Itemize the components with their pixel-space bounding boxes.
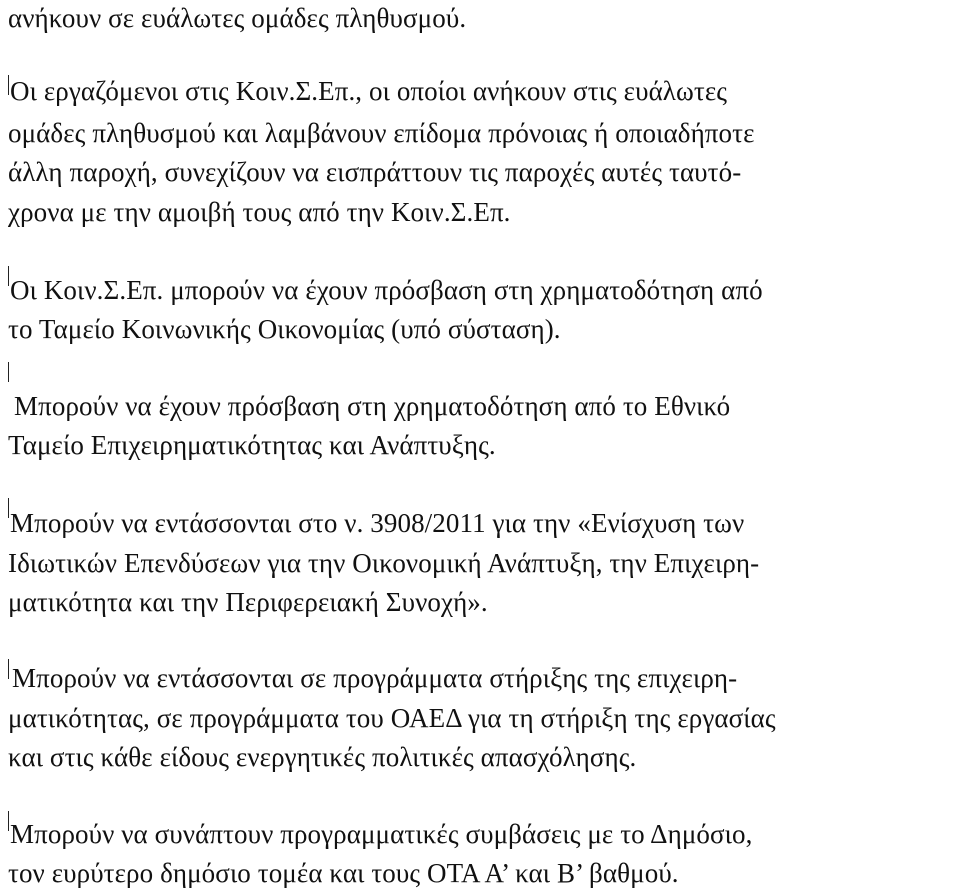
paragraph-3-line-2: Ταμείο Επιχειρηματικότητας και Ανάπτυξης. <box>8 430 496 460</box>
paragraph-5-line-1: Μπορούν να εντάσσονται σε προγράμματα στήριξης της επιχειρη- <box>12 663 738 693</box>
bullet-marker <box>8 266 9 286</box>
paragraph-4-line-2: Ιδιωτικών Επενδύσεων για την Οικονομική Ανάπτυξη, την Επιχειρη- <box>8 548 760 578</box>
paragraph-4-line-3: ματικότητα και την Περιφερειακή Συνοχή». <box>8 587 488 617</box>
bullet-marker <box>8 362 9 382</box>
paragraph-6-line-1: Μπορούν να συνάπτουν προγραμματικές συμβάσεις με το Δημόσιο, <box>10 819 753 849</box>
paragraph-5-line-2: ματικότητας, σε προγράμματα του ΟΑΕΔ για τη στήριξη της εργασίας <box>8 703 776 733</box>
paragraph-2-line-1: Οι Κοιν.Σ.Επ. μπορούν να έχουν πρόσβαση στη χρηματοδότηση από <box>10 275 763 305</box>
paragraph-1-line-3: άλλη παροχή, συνεχίζουν να εισπράττουν τις παροχές αυτές ταυτό- <box>8 157 742 187</box>
paragraph-1-line-1: Οι εργαζόμενοι στις Κοιν.Σ.Επ., οι οποίοι ανήκουν στις ευάλωτες <box>10 76 728 106</box>
paragraph-2-line-2: το Ταμείο Κοινωνικής Οικονομίας (υπό σύσταση). <box>8 314 561 344</box>
paragraph-1-line-2: ομάδες πληθυσμού και λαμβάνουν επίδομα πρόνοιας ή οποιαδήποτε <box>8 118 755 148</box>
paragraph-5-line-3: και στις κάθε είδους ενεργητικές πολιτικές απασχόλησης. <box>8 742 637 772</box>
intro-line: ανήκουν σε ευάλωτες ομάδες πληθυσμού. <box>8 3 467 33</box>
paragraph-4-line-1: Μπορούν να εντάσσονται στο ν. 3908/2011 για την «Ενίσχυση των <box>10 508 745 538</box>
bullet-marker <box>8 498 9 518</box>
bullet-marker <box>8 659 9 679</box>
bullet-marker <box>8 75 9 95</box>
paragraph-1-line-4: χρονα με την αμοιβή τους από την Κοιν.Σ.Επ. <box>8 197 511 227</box>
bullet-marker <box>8 811 9 831</box>
paragraph-6-line-2: τον ευρύτερο δημόσιο τομέα και τους ΟΤΑ Α’ και Β’ βαθμού. <box>8 858 679 888</box>
paragraph-3-line-1: Μπορούν να έχουν πρόσβαση στη χρηματοδότηση από το Εθνικό <box>14 391 731 421</box>
